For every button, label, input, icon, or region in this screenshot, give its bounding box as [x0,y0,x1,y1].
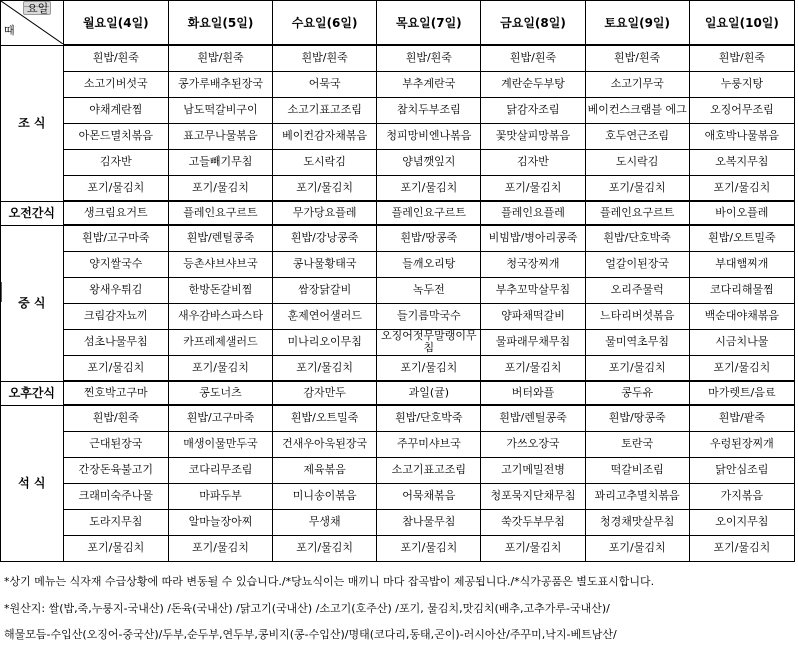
menu-cell: 포기/물김치 [63,355,168,381]
menu-cell: 흰밥/렌틸콩죽 [168,225,272,251]
menu-cell: 포기/물김치 [273,535,377,561]
menu-cell: 섬초나물무침 [63,329,168,355]
menu-cell: 가지볶음 [689,483,794,509]
menu-cell: 흰밥/땅콩죽 [377,225,481,251]
menu-cell: 콩가루배추된장국 [168,71,272,97]
meal-label: 오후간식 [1,381,64,405]
menu-row [1,457,795,483]
menu-cell: 가쓰오장국 [481,431,585,457]
menu-cell: 흰밥/흰죽 [168,45,272,71]
day-header: 일요일(10일) [689,1,794,46]
menu-cell: 플레인요구르트 [377,201,481,225]
menu-cell: 포기/물김치 [377,355,481,381]
menu-cell: 부추계란국 [377,71,481,97]
menu-cell: 흰밥/단호박죽 [377,405,481,431]
menu-cell: 흰밥/흰죽 [689,45,794,71]
menu-cell: 제육볶음 [273,457,377,483]
menu-cell: 포기/물김치 [168,175,272,201]
menu-cell: 포기/물김치 [481,175,585,201]
menu-cell: 녹두전 [377,277,481,303]
menu-cell: 새우감바스파스타 [168,303,272,329]
menu-cell: 흰밥/흰죽 [273,45,377,71]
menu-cell: 닭안심조림 [689,457,794,483]
menu-row [1,71,795,97]
menu-cell: 알마늘장아찌 [168,509,272,535]
menu-row [1,535,795,561]
corner-label-day: 요일 [27,2,49,15]
menu-cell: 청포묵지단채무침 [481,483,585,509]
day-header: 수요일(6일) [273,1,377,46]
menu-cell: 주꾸미샤브국 [377,431,481,457]
menu-cell: 흰밥/오트밀죽 [689,225,794,251]
menu-cell: 마가렛트/음료 [689,381,794,405]
menu-cell: 쌈장닭갈비 [273,277,377,303]
menu-cell: 포기/물김치 [63,175,168,201]
menu-cell: 흰밥/강낭콩죽 [273,225,377,251]
menu-row [1,251,795,277]
menu-cell: 포기/물김치 [585,355,689,381]
menu-cell: 흰밥/흰죽 [585,45,689,71]
note-line: *상기 메뉴는 식자재 수급상황에 따라 변동될 수 있습니다./*당뇨식이는 매끼니 마다 잡곡밥이 제공됩니다./*식가공품은 별도표시합니다. [4,575,655,588]
menu-cell: 흰밥/흰죽 [377,45,481,71]
menu-cell: 포기/물김치 [63,535,168,561]
menu-cell: 꽈리고추멸치볶음 [585,483,689,509]
menu-cell: 과일(귤) [377,381,481,405]
menu-row [1,277,795,303]
day-header: 금요일(8일) [481,1,585,46]
menu-cell: 토란국 [585,431,689,457]
menu-cell: 얼갈이된장국 [585,251,689,277]
menu-row [1,509,795,535]
menu-cell: 포기/물김치 [168,355,272,381]
menu-cell: 떡갈비조림 [585,457,689,483]
menu-cell: 표고무나물볶음 [168,123,272,149]
menu-cell: 콩도너츠 [168,381,272,405]
menu-row [1,175,795,201]
menu-cell: 코다리해물찜 [689,277,794,303]
menu-cell: 시금치나물 [689,329,794,355]
menu-cell: 김자반 [63,149,168,175]
menu-cell: 포기/물김치 [585,175,689,201]
menu-cell: 비빔밥/병아리콩죽 [481,225,585,251]
menu-cell: 플레인요구르트 [585,201,689,225]
note-line: *원산지: 쌀(밥,죽,누룽지-국내산) /돈육(국내산) /닭고기(국내산) /소고기(호주산) /포기, 물김치,맛김치(배추,고추가루-국내산)/ [4,602,610,615]
menu-cell: 도시락김 [585,149,689,175]
menu-cell: 콩두유 [585,381,689,405]
menu-cell: 오이지무침 [689,509,794,535]
menu-cell: 흰밥/땅콩죽 [585,405,689,431]
menu-cell: 오징어무조림 [689,97,794,123]
menu-cell: 포기/물김치 [273,175,377,201]
menu-row [1,201,795,225]
menu-cell: 고기메밀전병 [481,457,585,483]
menu-cell: 포기/물김치 [168,535,272,561]
menu-cell: 흰밥/오트밀죽 [273,405,377,431]
menu-cell: 포기/물김치 [377,175,481,201]
menu-cell: 꽃맛살피망볶음 [481,123,585,149]
note-line: 해물모듬-수입산(오징어-중국산)/두부,순두부,연두부,콩비지(콩-수입산)/명태(코다리,동태,곤이)-러시아산/주꾸미,낙지-베트남산/ [4,628,617,641]
menu-cell: 마파두부 [168,483,272,509]
menu-cell: 애호박나물볶음 [689,123,794,149]
menu-cell: 소고기표고조림 [273,97,377,123]
menu-cell: 포기/물김치 [585,535,689,561]
menu-cell: 부대햄찌개 [689,251,794,277]
menu-cell: 포기/물김치 [377,535,481,561]
menu-cell: 우렁된장찌개 [689,431,794,457]
menu-row [1,355,795,381]
menu-cell: 크림감자뇨끼 [63,303,168,329]
menu-cell: 청피망비엔나볶음 [377,123,481,149]
menu-cell: 아몬드멸치볶음 [63,123,168,149]
menu-cell: 어묵채볶음 [377,483,481,509]
header-row [1,1,795,46]
menu-cell: 닭감자조림 [481,97,585,123]
menu-cell: 양파채떡갈비 [481,303,585,329]
menu-cell: 소고기무국 [585,71,689,97]
menu-cell: 바이오플레 [689,201,794,225]
menu-cell: 흰밥/고구마죽 [63,225,168,251]
menu-cell: 왕새우튀김 [63,277,168,303]
menu-cell: 베이컨스크램블 에그 [585,97,689,123]
menu-cell: 계란순두부탕 [481,71,585,97]
menu-cell: 들기름막국수 [377,303,481,329]
menu-cell: 버터와플 [481,381,585,405]
corner-header [1,1,64,46]
menu-cell: 미니송이볶음 [273,483,377,509]
meal-label: 조 식 [1,45,64,201]
menu-row [1,381,795,405]
menu-cell: 플레인요플레 [481,201,585,225]
menu-cell: 느타리버섯볶음 [585,303,689,329]
menu-cell: 고들빼기무침 [168,149,272,175]
menu-cell: 포기/물김치 [481,355,585,381]
menu-row [1,97,795,123]
menu-cell: 쑥갓두부무침 [481,509,585,535]
menu-cell: 흰밥/흰죽 [481,45,585,71]
menu-cell: 야채계란찜 [63,97,168,123]
menu-row [1,483,795,509]
menu-cell: 플레인요구르트 [168,201,272,225]
menu-cell: 소고기버섯국 [63,71,168,97]
menu-cell: 참나물무침 [377,509,481,535]
menu-cell: 흰밥/흰죽 [63,45,168,71]
menu-cell: 코다리무조림 [168,457,272,483]
day-header: 화요일(5일) [168,1,272,46]
menu-cell: 누룽지탕 [689,71,794,97]
menu-cell: 흰밥/고구마죽 [168,405,272,431]
menu-cell: 청국장찌개 [481,251,585,277]
menu-cell: 건새우아욱된장국 [273,431,377,457]
menu-cell: 흰밥/단호박죽 [585,225,689,251]
menu-cell: 청경채맛살무침 [585,509,689,535]
menu-cell: 등촌샤브샤브국 [168,251,272,277]
menu-cell: 부추꼬막살무침 [481,277,585,303]
menu-row [1,149,795,175]
menu-cell: 포기/물김치 [273,355,377,381]
menu-cell: 어묵국 [273,71,377,97]
menu-cell: 미나리오이무침 [273,329,377,355]
menu-cell: 오복지무침 [689,149,794,175]
menu-cell: 참치두부조림 [377,97,481,123]
menu-cell: 무생채 [273,509,377,535]
menu-cell: 무가당요플레 [273,201,377,225]
day-header: 월요일(4일) [63,1,168,46]
menu-cell: 흰밥/흰죽 [63,405,168,431]
menu-row [1,431,795,457]
menu-cell: 생크림요거트 [63,201,168,225]
menu-body [1,45,795,561]
menu-cell: 크래미숙주나물 [63,483,168,509]
menu-cell: 흰밥/팥죽 [689,405,794,431]
menu-row [1,123,795,149]
meal-label: 오전간식 [1,201,64,225]
menu-cell: 한방돈갈비찜 [168,277,272,303]
menu-cell: 백순대야채볶음 [689,303,794,329]
menu-cell: 훈제연어샐러드 [273,303,377,329]
menu-cell: 오징어젓무말랭이무침 [377,329,481,355]
menu-cell: 남도떡갈비구이 [168,97,272,123]
menu-cell: 양념깻잎지 [377,149,481,175]
menu-cell: 소고기표고조림 [377,457,481,483]
menu-cell: 호두연근조림 [585,123,689,149]
menu-cell: 들깨오리탕 [377,251,481,277]
menu-row [1,303,795,329]
menu-cell: 찐호박고구마 [63,381,168,405]
menu-cell: 물미역초무침 [585,329,689,355]
menu-cell: 흰밥/렌틸콩죽 [481,405,585,431]
menu-cell: 도시락김 [273,149,377,175]
menu-row [1,405,795,431]
menu-cell: 간장돈육불고기 [63,457,168,483]
menu-cell: 근대된장국 [63,431,168,457]
menu-cell: 도라지무침 [63,509,168,535]
menu-row [1,329,795,355]
menu-row [1,225,795,251]
menu-cell: 베이컨감자채볶음 [273,123,377,149]
meal-label: 중 식 [1,225,64,381]
day-header: 목요일(7일) [377,1,481,46]
menu-cell: 포기/물김치 [689,535,794,561]
menu-cell: 오리주물럭 [585,277,689,303]
menu-cell: 콩나물황태국 [273,251,377,277]
menu-cell: 포기/물김치 [689,355,794,381]
menu-cell: 포기/물김치 [689,175,794,201]
day-header: 토요일(9일) [585,1,689,46]
meal-label: 석 식 [1,405,64,561]
menu-cell: 카프레제샐러드 [168,329,272,355]
menu-cell: 양지쌀국수 [63,251,168,277]
menu-cell: 포기/물김치 [481,535,585,561]
corner-label-meal: 때 [4,24,15,37]
menu-cell: 물파래무채무침 [481,329,585,355]
menu-cell: 감자만두 [273,381,377,405]
menu-cell: 김자반 [481,149,585,175]
menu-row [1,45,795,71]
menu-cell: 매생이물만두국 [168,431,272,457]
